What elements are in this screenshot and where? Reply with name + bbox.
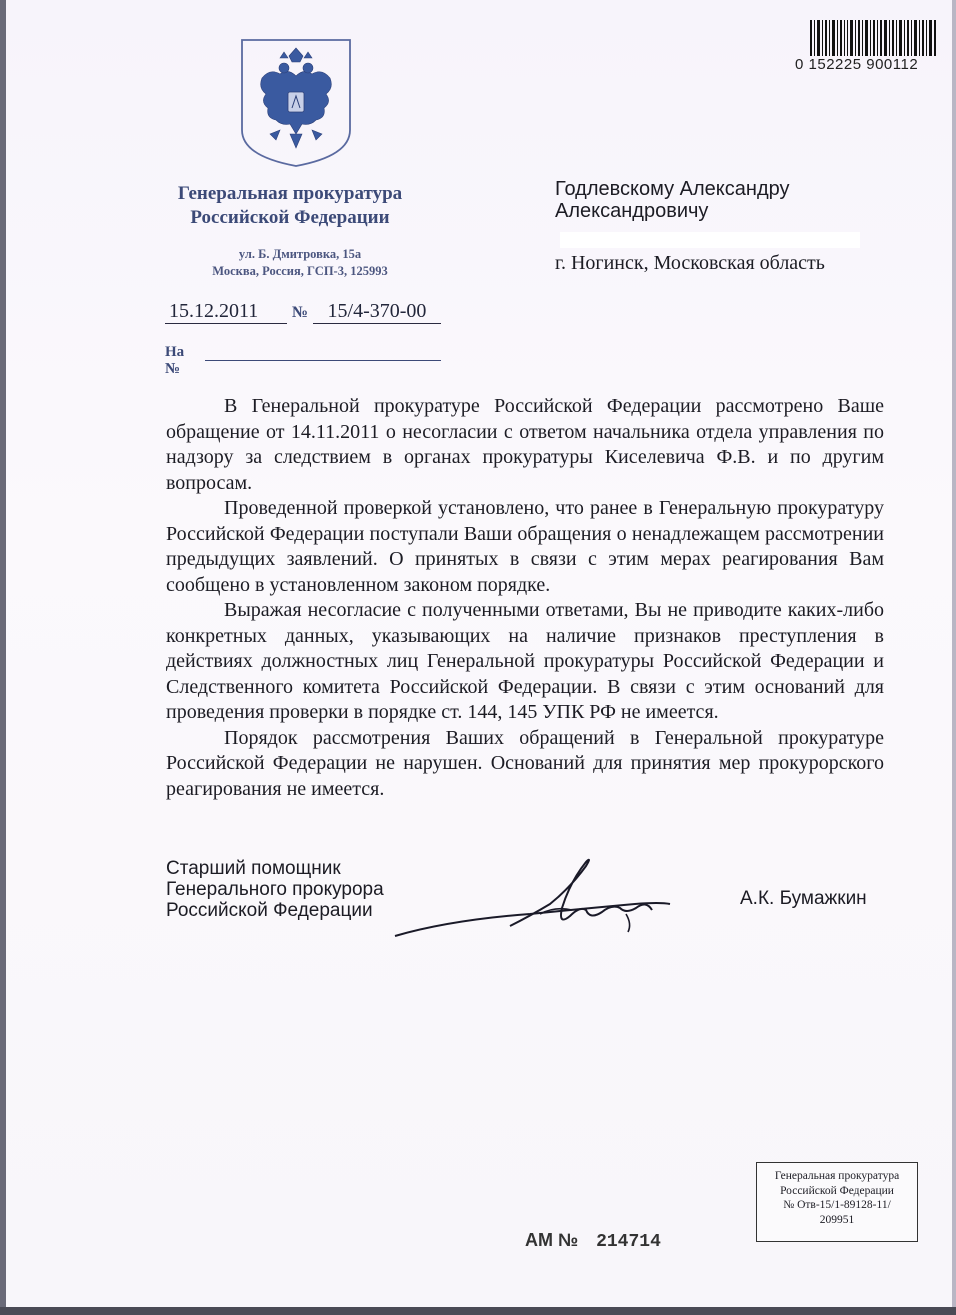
stamp-line4: 209951 [819,1213,855,1226]
serial-number: 214714 [596,1232,661,1252]
form-serial [525,1230,661,1256]
handwritten-signature-icon [390,848,690,948]
reference-blank-field [205,342,441,361]
scan-edge-left [0,0,6,1315]
barcode-icon [810,20,936,56]
stamp-line2: Российской Федерации [780,1184,894,1197]
number-label: № [292,304,309,321]
recipient-name [555,178,885,222]
scan-edge-right [952,0,956,1315]
org-name-line2: Российской Федерации [190,207,390,228]
stamp-line1: Генеральная прокуратура [774,1170,900,1182]
address-line1: ул. Б. Дмитровка, 15а [238,247,362,261]
organization-name [150,182,430,230]
address-line2: Москва, Россия, ГСП-3, 125993 [212,264,388,278]
serial-label: АМ № [525,1230,579,1250]
signatory-title-line1: Старший помощник [166,858,341,879]
signatory-title-line3: Российской Федерации [166,900,373,921]
letter-body [166,394,884,802]
signatory-title [166,858,426,921]
body-paragraph: Проведенной проверкой установлено, что ранее в Генеральную прокуратуру Российской Федерации поступали Ваши обращения о ненадлежащем рассмотрении предыдущих заявлений. О принятых в связи с этим мерах реагирования Вам сообщено в установленном законом порядке. [166,497,884,596]
body-paragraph: В Генеральной прокуратуре Российской Федерации рассмотрено Ваше обращение от 14.11.2011 о несогласии с ответом начальника отдела управления по надзору за следствием в органах прокуратуры Киселевича Ф.В. и по другим вопросам. [166,395,884,494]
signatory-name: А.К. Бумажкин [740,888,867,909]
redacted-address [560,232,860,248]
organization-address [170,246,430,280]
coat-of-arms-icon [240,38,352,168]
barcode-number: 0 152225 900112 [795,56,919,73]
scan-edge-bottom [0,1307,956,1315]
body-paragraph: Порядок рассмотрения Ваших обращений в Генеральной прокуратуре Российской Федерации не нарушен. Оснований для принятия мер прокурорского реагирования не имеется. [166,726,884,800]
recipient-line2: Александровичу [555,200,709,222]
org-name-line1: Генеральная прокуратура [177,183,403,204]
recipient-city: г. Ногинск, Московская область [555,252,825,274]
registration-stamp [756,1162,918,1242]
body-paragraph: Выражая несогласие с полученными ответами, Вы не приводите каких-либо конкретных данных, указывающих на наличие признаков преступления в действиях должностных лиц Генеральной прокуратуры Российской Федерации и Следственного комитета Российской Федерации. В связи с этим оснований для проведения проверки в порядке ст. 144, 145 УПК РФ не имеется. [166,599,884,723]
recipient-line1: Годлевскому Александру [555,178,790,200]
stamp-line3: № Отв-15/1-89128-11/ [783,1199,891,1211]
letter-number: 15/4-370-00 [313,300,441,324]
letter-date: 15.12.2011 [165,300,287,324]
signatory-title-line2: Генерального прокурора [166,879,384,900]
reference-label: На № [165,344,185,377]
